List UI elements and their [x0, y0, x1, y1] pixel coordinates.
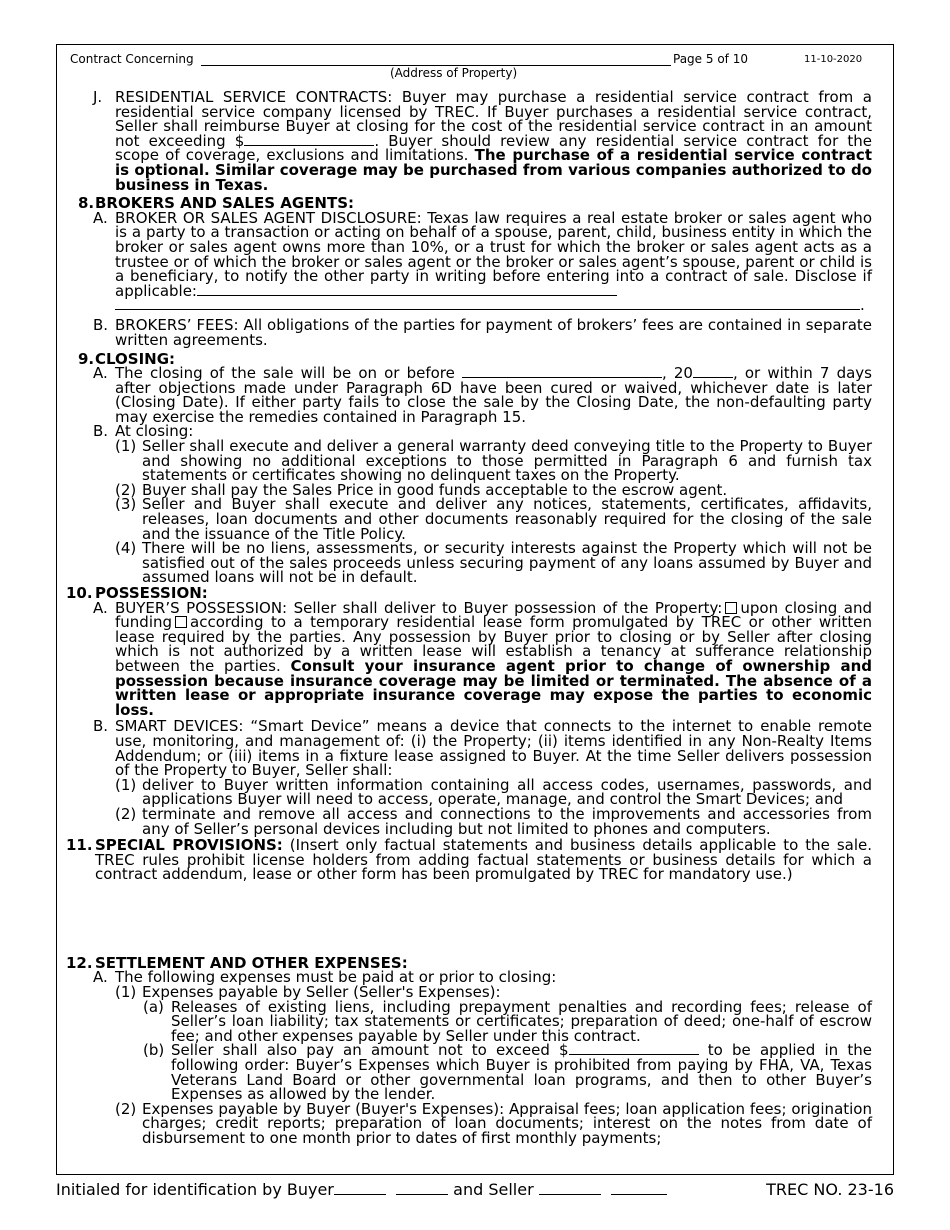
special-provisions-space[interactable]: [60, 882, 872, 956]
address-label: (Address of Property): [390, 66, 518, 80]
paragraph-9b: B. At closing:: [93, 422, 194, 441]
upon-closing-checkbox[interactable]: [725, 602, 737, 614]
trec-form-number: TREC NO. 23-16: [766, 1180, 894, 1199]
list-item: (2) Expenses payable by Buyer (Buyer's Expenses): Appraisal fees; loan application fees; origination charges; credit reports; preparation of loan documents; interest on the notes from date of disbursement to one month prior to dates of first monthly payments;: [115, 1099, 872, 1147]
paragraph-12a: A. The following expenses must be paid at or prior to closing:: [93, 968, 557, 987]
buyer-initial-2[interactable]: [396, 1180, 448, 1195]
list-item: (4) There will be no liens, assessments, or security interests against the Property which will not be satisfied out of the sales proceeds unless securing payment of any loans assumed by Buyer and assumed loans will not be in default.: [115, 539, 872, 587]
section-11: 11. SPECIAL PROVISIONS: (Insert only factual statements and business details applicable to the sale. TREC rules prohibit license holders from adding factual statements or business details for which a contract addendum, lease or other form has been promulgated by TREC for mandatory use.): [66, 836, 872, 884]
form-date: 11-10-2020: [804, 54, 863, 65]
paragraph-9a: A. The closing of the sale will be on or before , 20 , or within 7 days after objections made under Paragraph 6D have been cured or waived, whichever date is later (Closing Date). If either party fails to close the sale by the Closing Date, the non-defaulting party may exercise the remedies contained in Paragraph 15.: [93, 364, 872, 426]
paragraph-10b: B. SMART DEVICES: “Smart Device” means a device that connects to the internet to enable remote use, monitoring, and management of: (i) the Property; (ii) items identified in any Non-Realty Items Addendum; or (iii) items in a fixture lease assigned to Buyer. At the time Seller delivers possession of the Property to Buyer, Seller shall:: [93, 717, 872, 780]
section-10-heading: 10. POSSESSION:: [66, 584, 208, 602]
disclosure-continuation-line: .: [60, 298, 872, 316]
paragraph-8b: B. BROKERS’ FEES: All obligations of the parties for payment of brokers’ fees are contained in separate written agreements.: [93, 316, 872, 349]
list-item: (1) deliver to Buyer written information containing all access codes, usernames, passwords, and applications Buyer will need to access, operate, manage, and control the Smart Devices; and: [115, 775, 872, 809]
page-footer: [56, 1180, 894, 1204]
buyer-initial-1[interactable]: [334, 1180, 386, 1195]
contract-concerning-label: Contract Concerning: [70, 52, 194, 66]
closing-year-blank: [693, 366, 733, 378]
list-item: (a) Releases of existing liens, including prepayment penalties and recording fees; release of Seller’s loan liability; tax statements or certificates; preparation of deed; one-half of escrow fee; and other expenses payable by Seller under this contract.: [143, 997, 872, 1045]
item-marker: J.: [93, 88, 103, 106]
disclosure-blank: [197, 284, 617, 296]
seller-contribution-blank: [569, 1043, 699, 1055]
list-item: (2) Buyer shall pay the Sales Price in good funds acceptable to the escrow agent.: [115, 480, 728, 499]
list-item: (1) Seller shall execute and deliver a general warranty deed conveying title to the Property to Buyer and showing no additional exceptions to those permitted in Paragraph 6 and furnish tax statements or certificates showing no delinquent taxes on the Property.: [115, 437, 872, 485]
list-item: (1) Expenses payable by Seller (Seller's Expenses):: [115, 983, 501, 1002]
temporary-lease-checkbox[interactable]: [175, 616, 187, 628]
page-header: [70, 52, 890, 88]
section-12-heading: 12. SETTLEMENT AND OTHER EXPENSES:: [66, 953, 408, 972]
paragraph-8a: A. BROKER OR SALES AGENT DISCLOSURE: Texas law requires a real estate broker or sales agent who is a party to a transaction or acting on behalf of a spouse, parent, child, business entity in which the broker or sales agent owns more than 10%, or a trust for which the broker or sales agent acts as a trustee or of which the broker or sales agent or the broker or sales agent’s spouse, parent or child is a beneficiary, to notify the other party in writing before entering into a contract of sale. Disclose if applicable:: [93, 208, 872, 300]
paragraph-7j: J. RESIDENTIAL SERVICE CONTRACTS: Buyer may purchase a residential service contract from a residential service company licensed by TREC. If Buyer purchases a residential service contract, Seller shall reimburse Buyer at closing for the cost of the residential service contract in an amount not exceeding $ . Buyer should review any residential service contract for the scope of coverage, exclusions and limitations. The purchase of a residential service contract is optional. Similar coverage may be purchased from various companies authorized to do business in Texas.: [93, 88, 872, 194]
seller-initial-1[interactable]: [539, 1180, 601, 1195]
list-item: (2) terminate and remove all access and connections to the improvements and accessories from any of Seller’s personal devices including but not limited to phones and computers.: [115, 804, 872, 838]
paragraph-10a: A. BUYER’S POSSESSION: Seller shall deliver to Buyer possession of the Property: upon closing and funding according to a temporary residential lease form promulgated by TREC or other written lease required by the parties. Any possession by Buyer prior to closing or by Seller after closing which is not authorized by a written lease will establish a tenancy at sufferance relationship between the parties. Consult your insurance agent prior to change of ownership and possession because insurance coverage may be limited or terminated. The absence of a written lease or appropriate insurance coverage may expose the parties to economic loss.: [93, 598, 872, 719]
page-number: Page 5 of 10: [673, 52, 748, 66]
service-contract-amount-blank: [244, 134, 374, 146]
seller-initial-2[interactable]: [611, 1180, 667, 1195]
initials-line: Initialed for identification by Buyer and Seller: [56, 1180, 667, 1199]
list-item: (b) Seller shall also pay an amount not to exceed $ to be applied in the following order: Buyer’s Expenses which Buyer is prohibited from paying by FHA, VA, Texas Veterans Land Board or other governmental loan programs, and then to other Buyer’s Expenses as allowed by the lender.: [143, 1041, 872, 1104]
section-9-heading: 9. CLOSING:: [78, 349, 176, 368]
document-body: [60, 90, 872, 1146]
section-8-heading: 8. BROKERS AND SALES AGENTS:: [78, 194, 355, 213]
closing-date-blank: [462, 366, 662, 378]
list-item: (3) Seller and Buyer shall execute and deliver any notices, statements, certificates, affidavits, releases, loan documents and other documents reasonably required for the closing of the sale and the issuance of the Title Policy.: [115, 495, 872, 543]
